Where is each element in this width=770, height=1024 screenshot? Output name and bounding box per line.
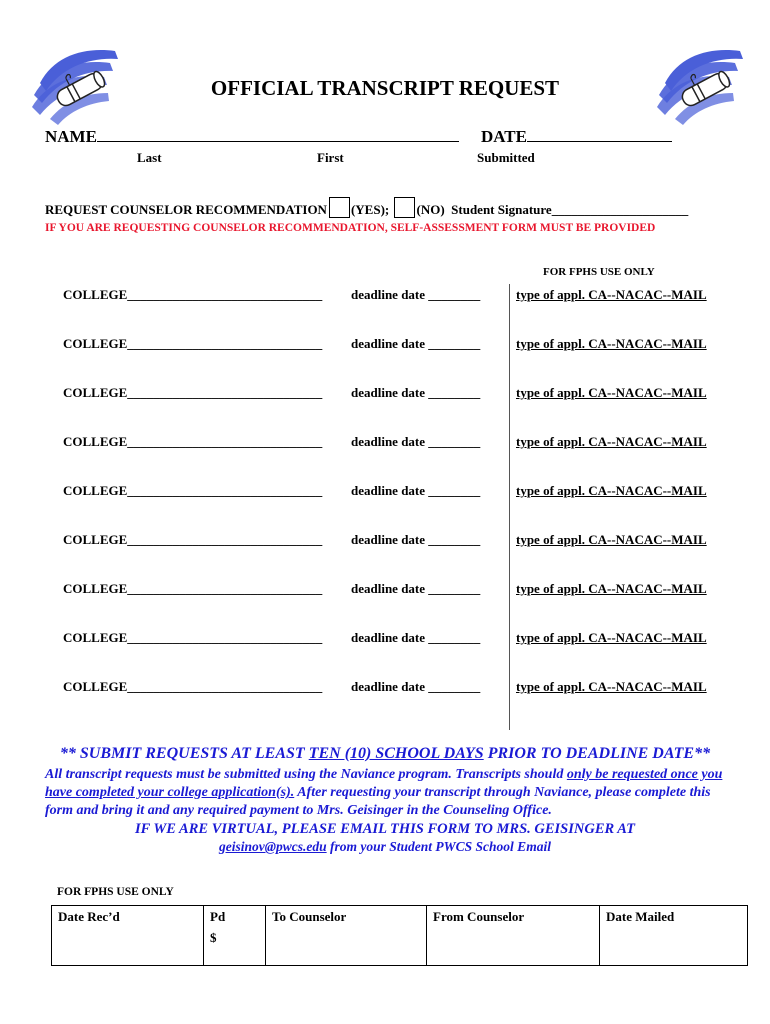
instructions-emphasis: only be requested once you have completed your college application(s).: [45, 767, 723, 800]
application-type: type of appl. CA--NACAC--MAIL: [516, 287, 707, 302]
application-type: type of appl. CA--NACAC--MAIL: [516, 434, 707, 449]
college-field[interactable]: COLLEGE______________________________: [63, 581, 323, 596]
first-caption: First: [317, 150, 344, 165]
from-counselor-cell[interactable]: [427, 906, 600, 966]
last-caption: Last: [137, 150, 162, 165]
application-type: type of appl. CA--NACAC--MAIL: [516, 385, 707, 400]
submit-notice-days: TEN (10) SCHOOL DAYS: [308, 745, 484, 762]
name-label: NAME: [45, 127, 97, 146]
yes-checkbox[interactable]: [329, 197, 350, 218]
student-signature-field[interactable]: Student Signature_____________________: [451, 202, 689, 217]
counselor-email-link[interactable]: geisinov@pwcs.edu: [219, 839, 327, 854]
to-counselor-label: To Counselor: [272, 909, 347, 924]
deadline-field[interactable]: deadline date ________: [351, 434, 481, 449]
date-field[interactable]: [527, 127, 672, 142]
date-mailed-label: Date Mailed: [606, 909, 675, 924]
yes-label: (YES);: [350, 202, 390, 217]
deadline-field[interactable]: deadline date ________: [351, 581, 481, 596]
application-type: type of appl. CA--NACAC--MAIL: [516, 581, 707, 596]
deadline-field[interactable]: deadline date ________: [351, 483, 481, 498]
recommendation-warning: IF YOU ARE REQUESTING COUNSELOR RECOMMENDATION, SELF-ASSESSMENT FORM MUST BE PROVIDED: [45, 222, 656, 234]
college-row: [0, 630, 770, 650]
submitted-caption: Submitted: [477, 150, 535, 165]
deadline-field[interactable]: deadline date ________: [351, 532, 481, 547]
deadline-field[interactable]: deadline date ________: [351, 287, 481, 302]
paid-cell[interactable]: [204, 906, 266, 966]
virtual-notice: IF WE ARE VIRTUAL, PLEASE EMAIL THIS FORM TO MRS. GEISINGER AT: [134, 821, 635, 837]
instructions-text: All transcript requests must be submitted using the Naviance program. Transcripts should: [45, 767, 567, 782]
college-field[interactable]: COLLEGE______________________________: [63, 385, 323, 400]
college-row: [0, 287, 770, 307]
college-row: [0, 532, 770, 552]
deadline-field[interactable]: deadline date ________: [351, 630, 481, 645]
college-field[interactable]: COLLEGE______________________________: [63, 532, 323, 547]
college-field[interactable]: COLLEGE______________________________: [63, 434, 323, 449]
from-counselor-label: From Counselor: [433, 909, 525, 924]
email-line: [0, 838, 770, 856]
date-mailed-cell[interactable]: [600, 906, 748, 966]
fphs-use-label: FOR FPHS USE ONLY: [543, 266, 655, 278]
date-label: DATE: [480, 127, 527, 146]
submit-notice-suffix: PRIOR TO DEADLINE DATE**: [483, 745, 711, 762]
college-field[interactable]: COLLEGE______________________________: [63, 336, 323, 351]
paid-label: Pd: [210, 909, 226, 924]
instructions-text-continued: After requesting your transcript through Naviance, please complete this form and bring it and any required payment to Mrs. Geisinger in the Counseling Office.: [45, 785, 711, 818]
deadline-field[interactable]: deadline date ________: [351, 385, 481, 400]
application-type: type of appl. CA--NACAC--MAIL: [516, 679, 707, 694]
college-field[interactable]: COLLEGE______________________________: [63, 287, 323, 302]
name-date-row: [45, 127, 672, 147]
application-type: type of appl. CA--NACAC--MAIL: [516, 532, 707, 547]
college-row: [0, 679, 770, 699]
dollar-sign: $: [210, 930, 217, 945]
recommendation-label: REQUEST COUNSELOR RECOMMENDATION: [45, 202, 327, 217]
date-received-cell[interactable]: [52, 906, 204, 966]
office-use-label: FOR FPHS USE ONLY: [57, 886, 174, 898]
application-type: type of appl. CA--NACAC--MAIL: [516, 630, 707, 645]
college-row: [0, 385, 770, 405]
recommendation-row: [45, 197, 688, 218]
no-label: (NO): [416, 202, 445, 217]
naviance-instructions: [45, 766, 735, 820]
college-field[interactable]: COLLEGE______________________________: [63, 483, 323, 498]
college-row: [0, 581, 770, 601]
submit-notice-prefix: ** SUBMIT REQUESTS AT LEAST: [59, 745, 309, 762]
email-suffix: from your Student PWCS School Email: [326, 839, 551, 854]
college-field[interactable]: COLLEGE______________________________: [63, 630, 323, 645]
college-row: [0, 434, 770, 454]
application-type: type of appl. CA--NACAC--MAIL: [516, 336, 707, 351]
college-row: [0, 483, 770, 503]
deadline-field[interactable]: deadline date ________: [351, 336, 481, 351]
deadline-field[interactable]: deadline date ________: [351, 679, 481, 694]
name-field[interactable]: [97, 127, 459, 142]
office-use-table: [51, 905, 748, 966]
to-counselor-cell[interactable]: [266, 906, 427, 966]
application-type: type of appl. CA--NACAC--MAIL: [516, 483, 707, 498]
page-title: OFFICIAL TRANSCRIPT REQUEST: [210, 76, 560, 100]
college-field[interactable]: COLLEGE______________________________: [63, 679, 323, 694]
date-received-label: Date Rec’d: [58, 909, 120, 924]
submit-deadline-notice: [0, 745, 770, 763]
no-checkbox[interactable]: [394, 197, 415, 218]
college-row: [0, 336, 770, 356]
